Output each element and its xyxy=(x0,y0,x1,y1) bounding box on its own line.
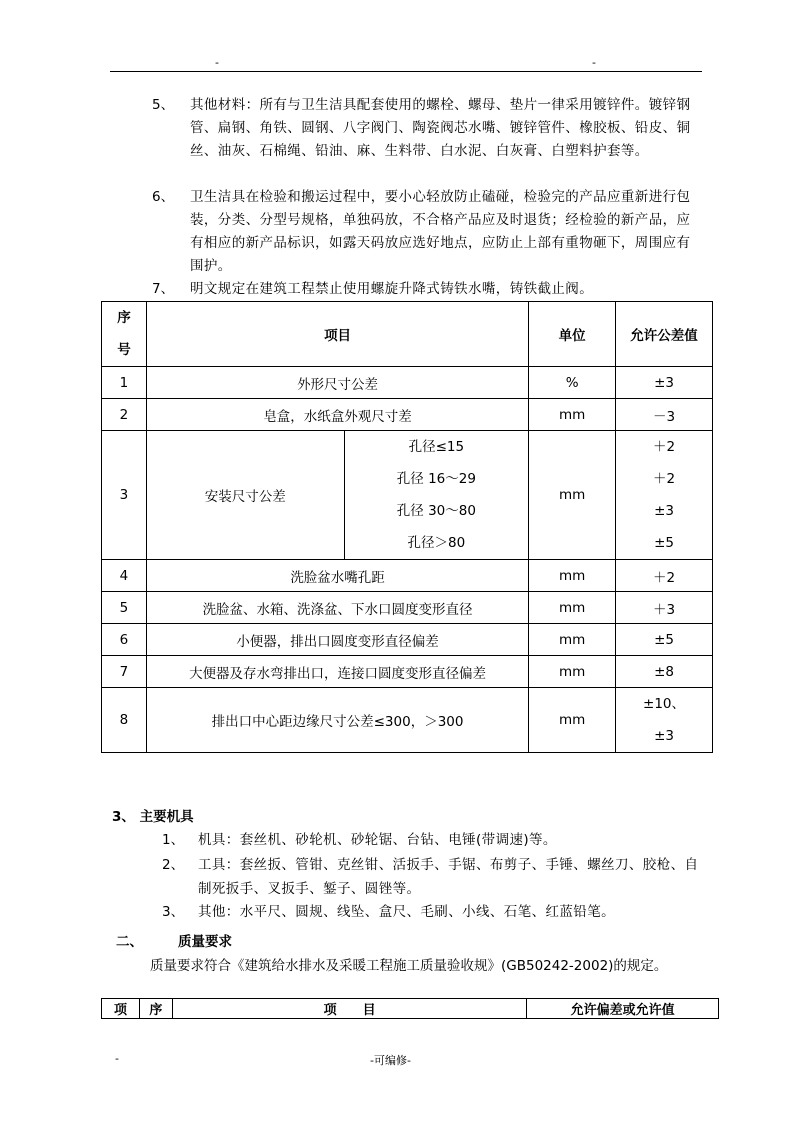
row-tolerance: ±3 xyxy=(616,367,713,399)
section-2-number: 二、 xyxy=(116,934,143,950)
row-seq: 6 xyxy=(102,624,147,656)
row-seq: 1 xyxy=(102,367,147,399)
row-unit: mm xyxy=(529,624,616,656)
section-3-title: 3、 主要机具 xyxy=(112,809,194,825)
row-unit: mm xyxy=(529,431,616,560)
header-seq: 序号 xyxy=(102,302,147,367)
tolerance-value: ＋2 xyxy=(652,471,676,487)
row-seq: 3 xyxy=(102,431,147,560)
row-unit: mm xyxy=(529,656,616,688)
row-tolerance: ±5 xyxy=(616,624,713,656)
footer-mark-left: - xyxy=(115,1052,119,1065)
row-item: 排出口中心距边缘尺寸公差≤300，＞300 xyxy=(146,688,528,753)
list-item-number: 1、 xyxy=(162,832,185,848)
list-item-text: 其他：水平尺、圆规、线坠、盒尺、毛刷、小线、石笔、红蓝铅笔。 xyxy=(198,904,615,920)
table-row xyxy=(102,560,713,592)
table-row xyxy=(102,688,713,753)
row-item: 外形尺寸公差 xyxy=(146,367,528,399)
header-mark-left: - xyxy=(215,56,219,69)
subitem: 孔径 30～80 xyxy=(396,503,476,519)
section-2-title: 质量要求 xyxy=(178,934,232,950)
list-item-text: 其他材料：所有与卫生洁具配套使用的螺栓、螺母、垫片一律采用镀锌件。镀锌钢管、扁钢、角铁、圆钢、八字阀门、陶瓷阀芯水嘴、镀锌管件、橡胶板、铅皮、铜丝、油灰、石棉绳、铅油、麻、生料带、白水泥、白灰膏、白塑料护套等。 xyxy=(190,97,691,159)
list-item-text: 明文规定在建筑工程禁止使用螺旋升降式铸铁水嘴，铸铁截止阀。 xyxy=(190,281,594,297)
list-item-text: 卫生洁具在检验和搬运过程中，要小心轻放防止磕碰，检验完的产品应重新进行包装，分类、分型号规格，单独码放，不合格产品应及时退货；经检验的新产品，应有相应的新产品标识，如露天码放应选好地点，应防止上部有重物砸下，周围应有围护。 xyxy=(190,189,691,274)
row-tolerance: ±8 xyxy=(616,656,713,688)
row-seq: 5 xyxy=(102,592,147,624)
row-unit: mm xyxy=(529,399,616,431)
table-row xyxy=(102,624,713,656)
list-item-number: 5、 xyxy=(152,97,175,113)
row-seq: 2 xyxy=(102,399,147,431)
header-cell: 允许偏差或允许值 xyxy=(527,999,719,1019)
tolerance-value: ±10、 xyxy=(643,696,686,712)
list-item-text: 机具：套丝机、砂轮机、砂轮锯、台钻、电锤(带调速)等。 xyxy=(198,832,557,848)
row-unit: mm xyxy=(529,592,616,624)
footer-center: -可编修- xyxy=(370,1054,411,1067)
list-item-text: 工具：套丝扳、管钳、克丝钳、活扳手、手锯、布剪子、手锤、螺丝刀、胶枪、自制死扳手、叉扳手、錾子、圆锉等。 xyxy=(198,857,699,897)
row-unit: mm xyxy=(529,688,616,753)
table-row xyxy=(102,656,713,688)
header-mark-right: - xyxy=(592,56,596,69)
row-unit: mm xyxy=(529,560,616,592)
list-item-number: 7、 xyxy=(152,281,175,297)
tolerance-value: ±3 xyxy=(654,503,674,519)
header-rule xyxy=(110,71,702,72)
row-item: 小便器，排出口圆度变形直径偏差 xyxy=(146,624,528,656)
table-header-row xyxy=(102,302,713,367)
tolerance-value: ±5 xyxy=(654,535,674,551)
row-tolerance: ＋2 xyxy=(616,560,713,592)
subitem: 孔径≤15 xyxy=(408,439,465,455)
header-cell: 项 xyxy=(102,999,140,1019)
list-item-number: 3、 xyxy=(162,904,185,920)
row-item: 安装尺寸公差 xyxy=(146,431,344,560)
tolerance-value: ＋2 xyxy=(652,439,676,455)
table-row xyxy=(102,367,713,399)
list-item-number: 6、 xyxy=(152,189,175,205)
row-item: 皂盒，水纸盒外观尺寸差 xyxy=(146,399,528,431)
quality-table xyxy=(101,998,719,1019)
row-seq: 4 xyxy=(102,560,147,592)
header-cell: 项 目 xyxy=(172,999,526,1019)
row-tolerance: －3 xyxy=(616,399,713,431)
row-unit: % xyxy=(529,367,616,399)
quality-paragraph: 质量要求符合《建筑给水排水及采暖工程施工质量验收规》(GB50242-2002)的规定。 xyxy=(150,958,668,974)
row-seq: 7 xyxy=(102,656,147,688)
row-item: 洗脸盆、水箱、洗涤盆、下水口圆度变形直径 xyxy=(146,592,528,624)
header-cell: 序 xyxy=(139,999,172,1019)
row-seq: 8 xyxy=(102,688,147,753)
row-tolerance: ＋3 xyxy=(616,592,713,624)
table-header-row xyxy=(102,999,719,1019)
subitem: 孔径＞80 xyxy=(407,535,466,551)
header-unit: 单位 xyxy=(529,302,616,367)
header-item: 项目 xyxy=(146,302,528,367)
table-row xyxy=(102,399,713,431)
table-row xyxy=(102,431,713,560)
table-row xyxy=(102,592,713,624)
row-tolerances xyxy=(616,431,713,560)
subitem: 孔径 16～29 xyxy=(396,471,476,487)
row-subitems xyxy=(344,431,529,560)
tolerance-value: ±3 xyxy=(654,728,674,744)
header-tolerance: 允许公差值 xyxy=(616,302,713,367)
row-item: 大便器及存水弯排出口，连接口圆度变形直径偏差 xyxy=(146,656,528,688)
list-item-number: 2、 xyxy=(162,857,185,873)
row-tolerances xyxy=(616,688,713,753)
row-item: 洗脸盆水嘴孔距 xyxy=(146,560,528,592)
tolerance-table xyxy=(101,301,713,753)
